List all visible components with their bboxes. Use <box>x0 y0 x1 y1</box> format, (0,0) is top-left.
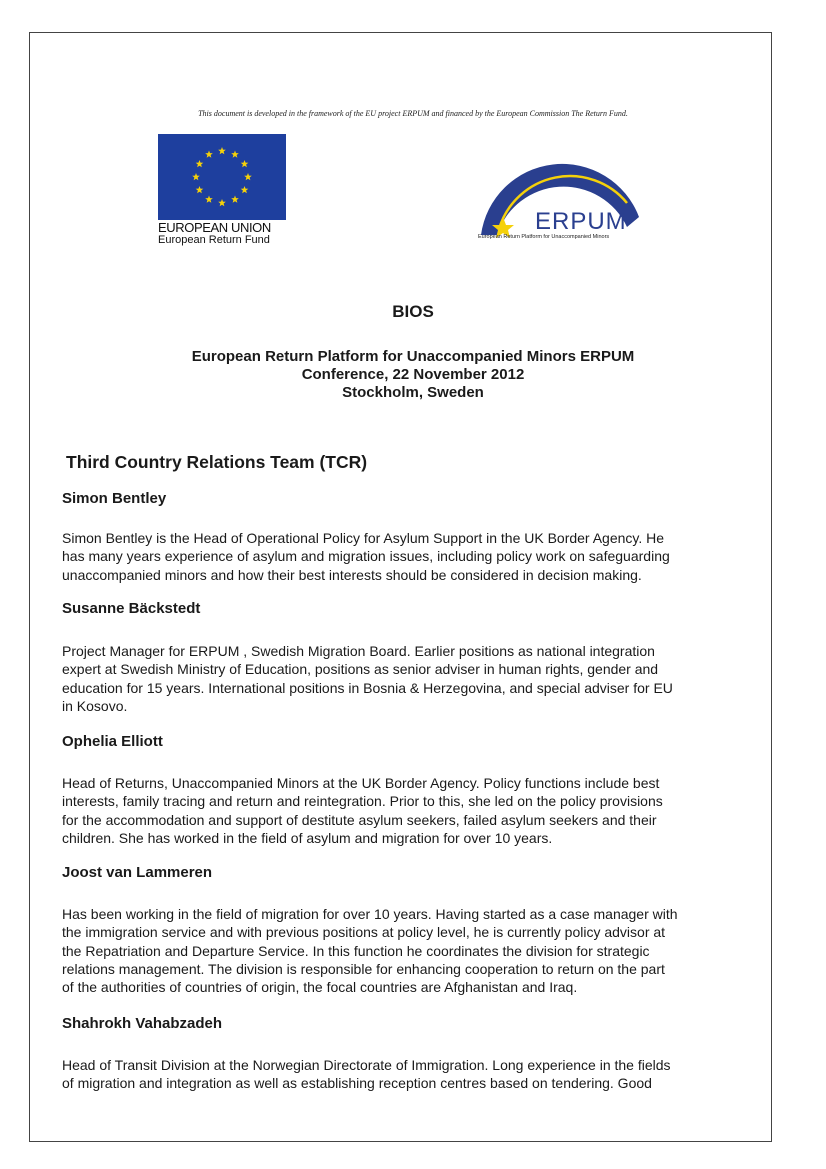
bio-line: the Repatriation and Departure Service. In this function he coordinates the division for strategic <box>62 942 650 959</box>
bio-text <box>62 774 742 847</box>
eu-logo <box>158 134 288 246</box>
eu-logo-name: EUROPEAN UNION <box>158 220 271 235</box>
section-heading: Third Country Relations Team (TCR) <box>66 452 368 472</box>
bio-name: Ophelia Elliott <box>62 733 163 750</box>
bio-line: has many years experience of asylum and migration issues, including policy work on safeguarding <box>62 548 670 565</box>
bio-line: interests, family tracing and return and reintegration. Prior to this, she led on the policy provisions <box>62 793 663 810</box>
eu-star-icon <box>241 160 249 167</box>
subtitle-line: Stockholm, Sweden <box>342 384 484 401</box>
funding-note: This document is developed in the framework of the EU project ERPUM and financed by the European Commission The Return Fund. <box>198 109 628 118</box>
eu-star-icon <box>244 173 252 180</box>
bio-line: children. She has worked in the field of asylum and migration for over 10 years. <box>62 829 553 846</box>
bio-text <box>62 905 742 996</box>
bio-line: Project Manager for ERPUM , Swedish Migration Board. Earlier positions as national integration <box>62 643 655 659</box>
eu-star-icon <box>205 150 213 157</box>
bio-line: relations management. The division is responsible for enhancing cooperation to return on the part <box>62 960 665 977</box>
bio-line: the immigration service and with previous positions at policy level, he is currently policy advisor at <box>62 924 666 941</box>
bio-text <box>62 1056 742 1093</box>
page-title: BIOS <box>392 302 434 321</box>
bio-line: unaccompanied minors and how their best interests should be considered in decision making. <box>62 566 642 583</box>
subtitle-line: Conference, 22 November 2012 <box>301 366 525 383</box>
erpum-logo-caption: European Return Platform for Unaccompanied Minors <box>478 234 610 240</box>
eu-star-icon <box>192 173 200 180</box>
bio-text <box>62 529 742 584</box>
bio-line: Has been working in the field of migration for over 10 years. Having started as a case manager with <box>62 906 678 922</box>
bio-line: expert at Swedish Ministry of Education, positions as senior adviser in human rights, gender and <box>62 661 659 678</box>
eu-star-icon <box>218 147 226 154</box>
eu-star-icon <box>241 186 249 193</box>
bio-line: of migration and integration as well as establishing reception centres based on tendering. Good <box>62 1075 652 1092</box>
eu-stars-icon <box>158 134 286 220</box>
subtitle-line: European Return Platform for Unaccompanied Minors ERPUM <box>191 348 635 365</box>
eu-star-icon <box>196 186 204 193</box>
erpum-logo <box>477 143 657 243</box>
eu-star-icon <box>205 196 213 203</box>
eu-star-icon <box>196 160 204 167</box>
bio-text <box>62 642 742 715</box>
bio-name: Susanne Bäckstedt <box>62 600 201 617</box>
erpum-arc-icon <box>477 143 657 243</box>
eu-star-icon <box>231 196 239 203</box>
bio-name: Joost van Lammeren <box>62 864 213 881</box>
bio-line: for the accommodation and support of destitute asylum seekers, failed asylum seekers and their <box>62 811 657 828</box>
eu-flag <box>158 134 286 220</box>
bio-name: Shahrokh Vahabzadeh <box>62 1015 223 1032</box>
eu-star-icon <box>231 150 239 157</box>
bio-line: Head of Returns, Unaccompanied Minors at the UK Border Agency. Policy functions include best <box>62 775 660 791</box>
bio-line: Simon Bentley is the Head of Operational Policy for Asylum Support in the UK Border Agency. He <box>62 530 665 546</box>
eu-star-icon <box>218 199 226 206</box>
eu-logo-fund: European Return Fund <box>158 234 270 246</box>
bio-name: Simon Bentley <box>62 490 167 507</box>
erpum-logo-name: ERPUM <box>535 208 627 235</box>
bio-line: Head of Transit Division at the Norwegian Directorate of Immigration. Long experience in the fields <box>62 1057 671 1073</box>
bio-line: of the authorities of countries of origin, the focal countries are Afghanistan and Iraq. <box>62 979 578 996</box>
bio-line: in Kosovo. <box>62 697 128 714</box>
bio-line: education for 15 years. International positions in Bosnia & Herzegovina, and special adviser for EU <box>62 679 673 696</box>
